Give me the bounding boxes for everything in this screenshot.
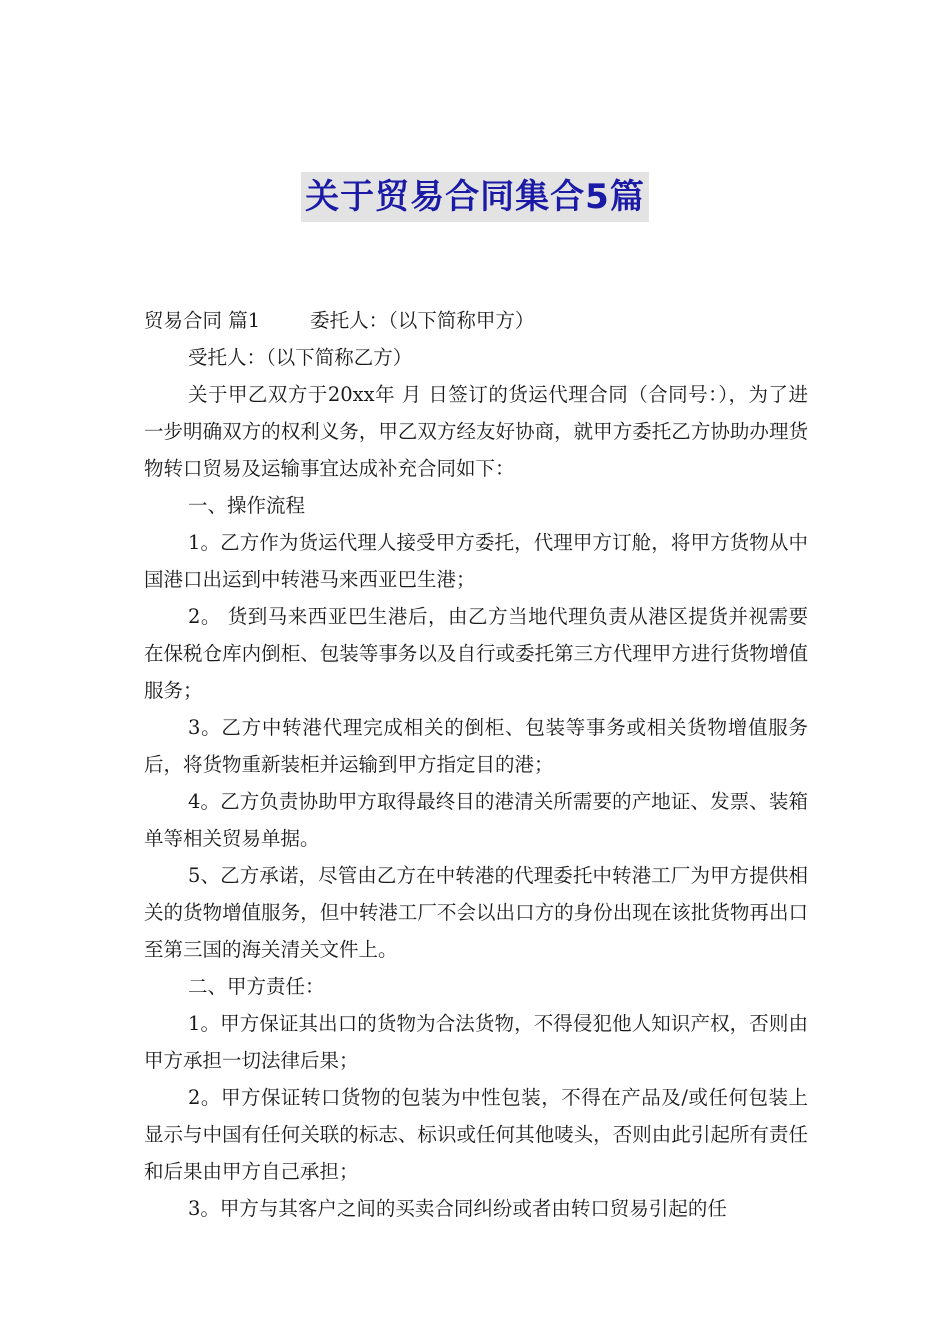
- paragraph: 二、甲方责任：: [188, 975, 325, 998]
- paragraph: 3。乙方中转港代理完成相关的倒柜、包装等事务或相关货物增值服务后，将货物重新装柜并运输到甲方指定目的港；: [144, 716, 808, 776]
- paragraph: 1。乙方作为货运代理人接受甲方委托，代理甲方订舱，将甲方货物从中国港口出运到中转港马来西亚巴生港；: [144, 531, 808, 591]
- paragraph: 1。甲方保证其出口的货物为合法货物，不得侵犯他人知识产权，否则由甲方承担一切法律后果；: [144, 1012, 808, 1072]
- paragraph-text: 委托人：（以下简称甲方）: [310, 309, 535, 332]
- paragraph: 2。 货到马来西亚巴生港后，由乙方当地代理负责从港区提货并视需要在保税仓库内倒柜、包装等事务以及自行或委托第三方代理甲方进行货物增值服务；: [144, 605, 808, 702]
- document-title: 关于贸易合同集合5篇: [301, 172, 649, 222]
- paragraph: 受托人：（以下简称乙方）: [188, 346, 413, 369]
- paragraph: 一、操作流程: [188, 494, 306, 517]
- paragraph: 5、乙方承诺，尽管由乙方在中转港的代理委托中转港工厂为甲方提供相关的货物增值服务，但中转港工厂不会以出口方的身份出现在该批货物再出口至第三国的海关清关文件上。: [144, 864, 808, 961]
- title-container: [0, 172, 950, 222]
- section-heading: 贸易合同 篇1: [144, 309, 261, 332]
- document-body: [144, 302, 808, 1227]
- paragraph: 4。乙方负责协助甲方取得最终目的港清关所需要的产地证、发票、装箱单等相关贸易单据。: [144, 790, 808, 850]
- paragraph: 2。甲方保证转口货物的包装为中性包装，不得在产品及/或任何包装上显示与中国有任何关联的标志、标识或任何其他唛头，否则由此引起所有责任和后果由甲方自己承担；: [144, 1086, 808, 1183]
- paragraph: 3。甲方与其客户之间的买卖合同纠纷或者由转口贸易引起的任: [188, 1197, 727, 1220]
- paragraph: 关于甲乙双方于20xx年 月 日签订的货运代理合同（合同号：），为了进一步明确双方的权利义务，甲乙双方经友好协商，就甲方委托乙方协助办理货物转口贸易及运输事宜达成补充合同如下：: [144, 383, 808, 480]
- paragraph-section-heading: [144, 302, 808, 339]
